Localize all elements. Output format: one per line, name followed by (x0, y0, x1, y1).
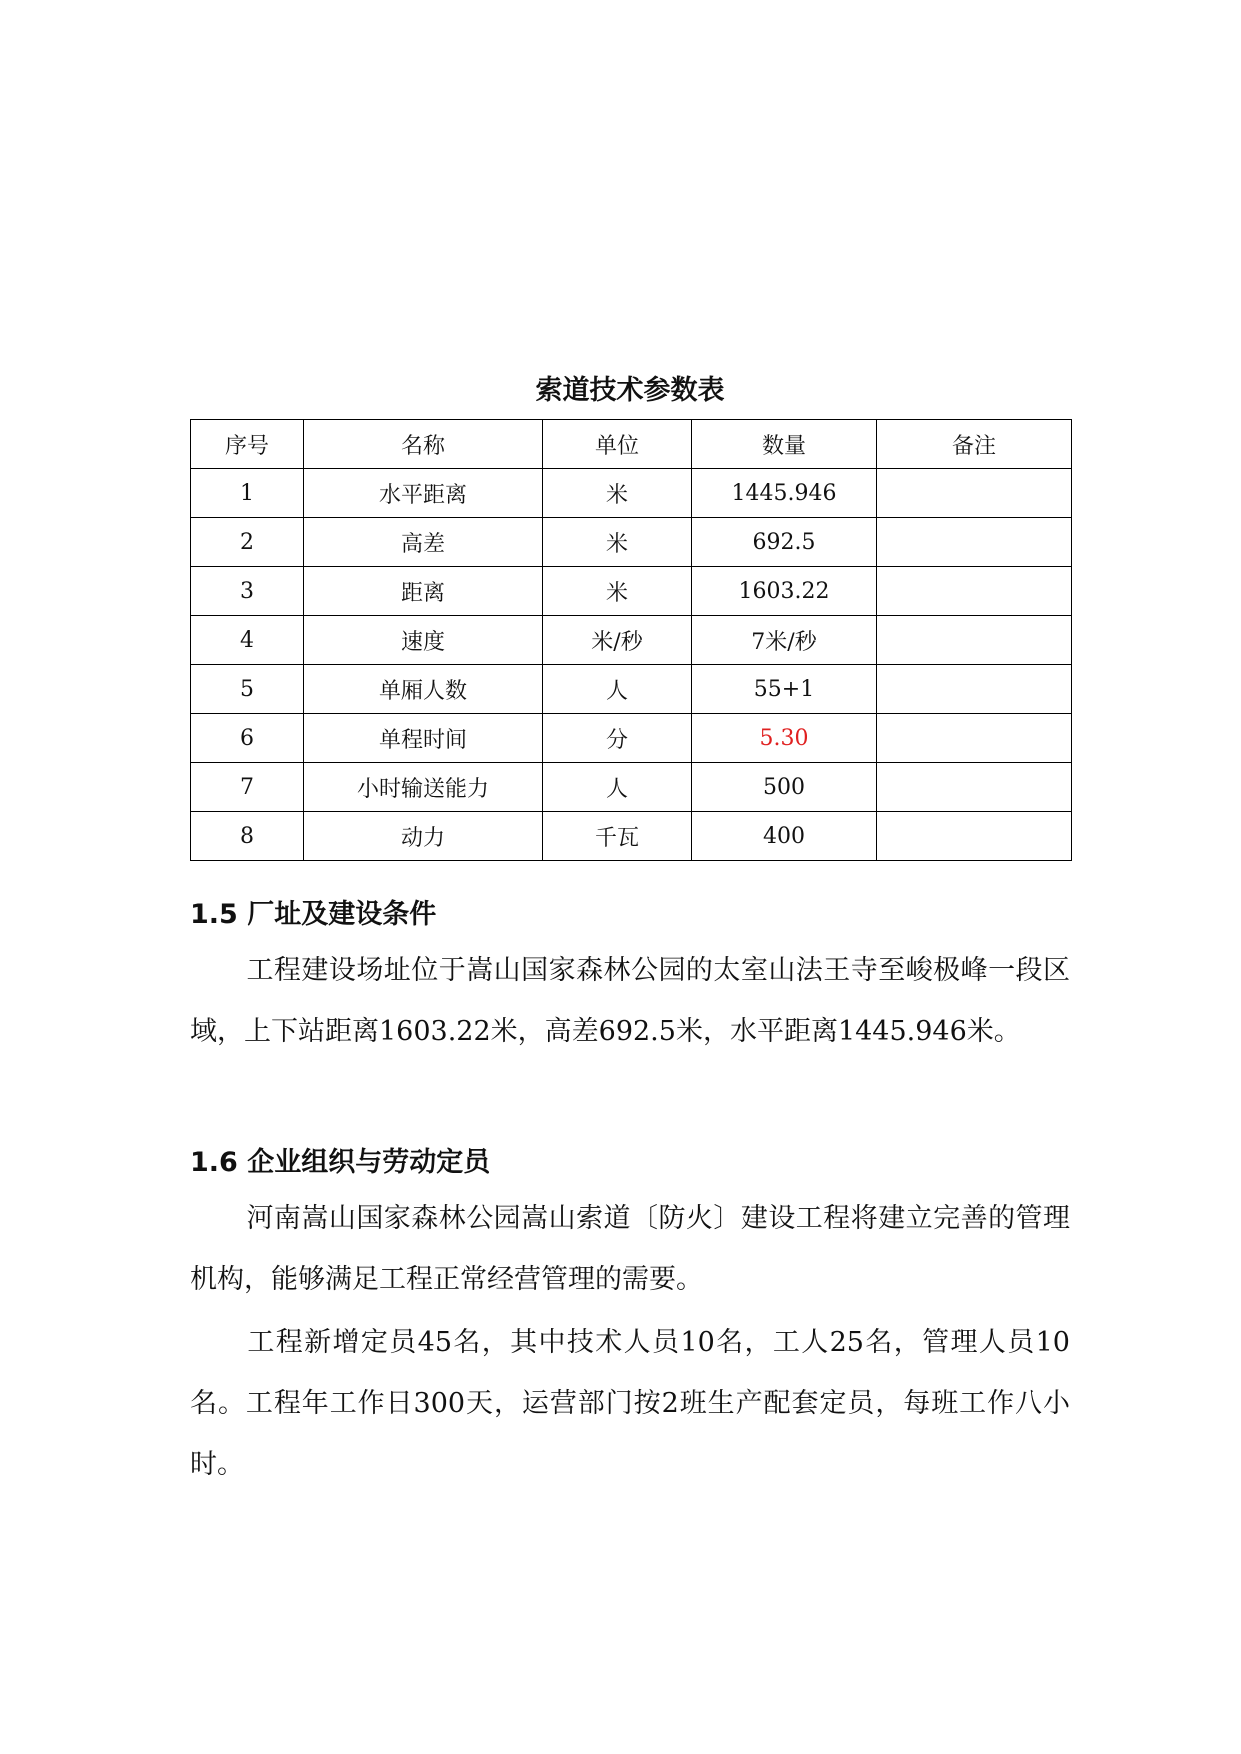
cell-no: 1 (191, 469, 304, 518)
cell-note (877, 518, 1072, 567)
section-heading-1-6: 1.6 企业组织与劳动定员 (190, 1147, 491, 1178)
cell-quantity: 55+1 (692, 665, 877, 714)
header-name: 名称 (304, 420, 543, 469)
cell-note (877, 763, 1072, 812)
cell-unit: 人 (543, 763, 692, 812)
section-1-5-paragraph: 工程建设场址位于嵩山国家森林公园的太室山法王寺至峻极峰一段区域，上下站距离1603.22米，高差692.5米，水平距离1445.946米。 (190, 955, 1070, 1047)
table-row (191, 469, 1072, 518)
cell-note (877, 567, 1072, 616)
table-title: 索道技术参数表 (535, 375, 725, 406)
cell-note (877, 665, 1072, 714)
cell-quantity: 1603.22 (692, 567, 877, 616)
cell-quantity-highlighted: 5.30 (692, 714, 877, 763)
cell-note (877, 812, 1072, 861)
cell-name: 单程时间 (304, 714, 543, 763)
table-row (191, 812, 1072, 861)
cell-unit: 千瓦 (543, 812, 692, 861)
section-1-6-paragraph-2: 工程新增定员45名，其中技术人员10名，工人25名，管理人员10名。工程年工作日300天，运营部门按2班生产配套定员，每班工作八小时。 (190, 1327, 1070, 1480)
section-heading-1-5: 1.5 厂址及建设条件 (190, 899, 437, 930)
cell-name: 水平距离 (304, 469, 543, 518)
section-1-6-paragraph-1: 河南嵩山国家森林公园嵩山索道〔防火〕建设工程将建立完善的管理机构，能够满足工程正常经营管理的需要。 (190, 1203, 1070, 1295)
table-row (191, 518, 1072, 567)
cell-unit: 米 (543, 567, 692, 616)
table-header-row (191, 420, 1072, 469)
cell-note (877, 469, 1072, 518)
header-quantity: 数量 (692, 420, 877, 469)
cell-no: 3 (191, 567, 304, 616)
header-unit: 单位 (543, 420, 692, 469)
cell-no: 6 (191, 714, 304, 763)
cell-quantity: 500 (692, 763, 877, 812)
table-row (191, 763, 1072, 812)
header-note: 备注 (877, 420, 1072, 469)
cell-unit: 米 (543, 518, 692, 567)
cell-no: 4 (191, 616, 304, 665)
cell-unit: 米 (543, 469, 692, 518)
cell-quantity: 7米/秒 (692, 616, 877, 665)
cell-name: 单厢人数 (304, 665, 543, 714)
cell-name: 速度 (304, 616, 543, 665)
cell-unit: 米/秒 (543, 616, 692, 665)
parameters-table (190, 419, 1072, 861)
cell-unit: 人 (543, 665, 692, 714)
cell-quantity: 692.5 (692, 518, 877, 567)
cell-no: 2 (191, 518, 304, 567)
table-row (191, 567, 1072, 616)
cell-no: 7 (191, 763, 304, 812)
table-row (191, 616, 1072, 665)
cell-no: 8 (191, 812, 304, 861)
cell-no: 5 (191, 665, 304, 714)
cell-name: 小时输送能力 (304, 763, 543, 812)
cell-note (877, 616, 1072, 665)
cell-name: 距离 (304, 567, 543, 616)
cell-quantity: 1445.946 (692, 469, 877, 518)
cell-note (877, 714, 1072, 763)
table-row (191, 665, 1072, 714)
cell-name: 动力 (304, 812, 543, 861)
cell-quantity: 400 (692, 812, 877, 861)
header-no: 序号 (191, 420, 304, 469)
cell-unit: 分 (543, 714, 692, 763)
cell-name: 高差 (304, 518, 543, 567)
table-row (191, 714, 1072, 763)
